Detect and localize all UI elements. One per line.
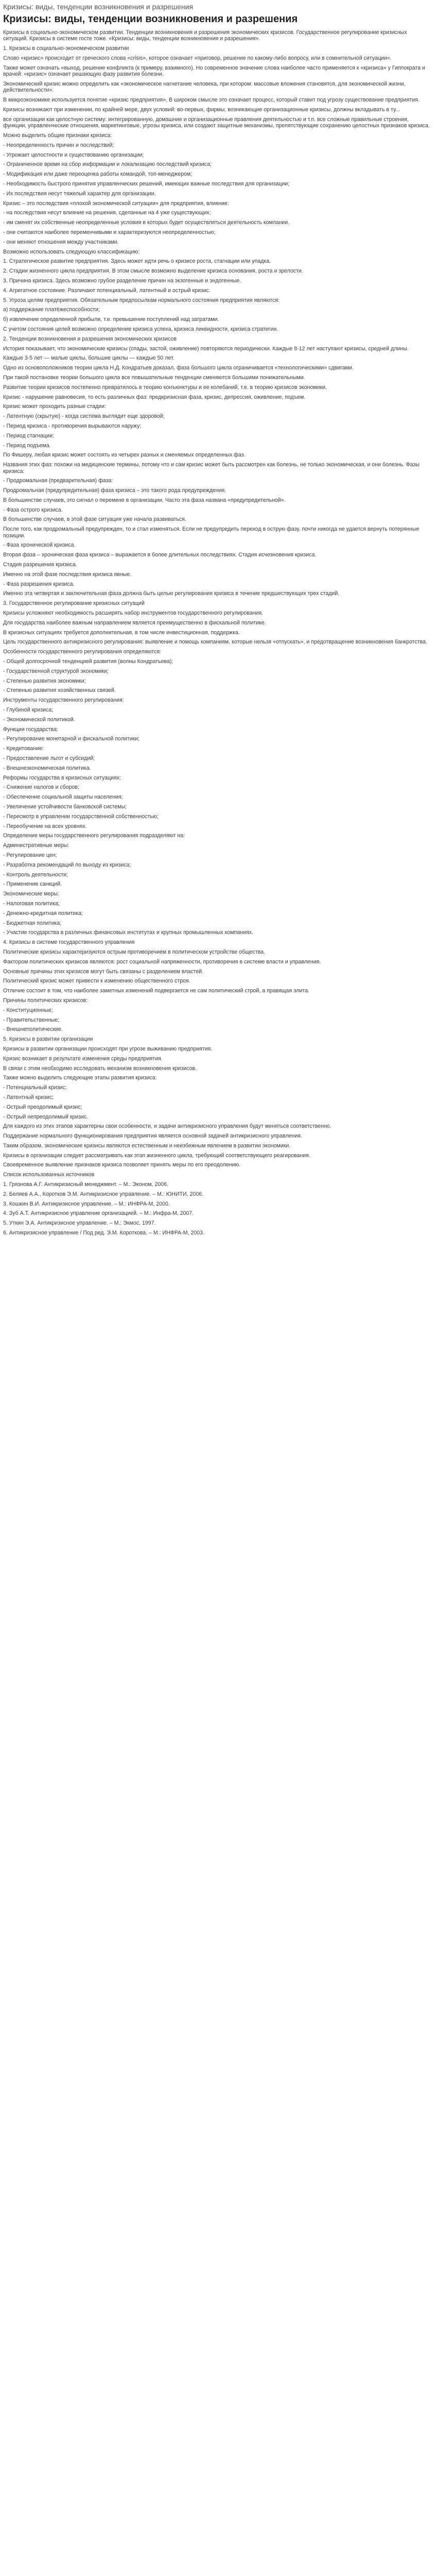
paragraph: - Степенью развития хозяйственных связей. (3, 687, 116, 694)
paragraph: - Латентную (скрытую) - когда система выглядит еще здоровой; (3, 413, 165, 420)
paragraph: Экономический кризис можно определить как «экономическое нагнетание человека, при котором: массовые вложения становятся, для экономической жизни, действительности». (3, 81, 406, 94)
paragraph: - Денежно-кредитная политика; (3, 910, 83, 917)
paragraph: Каждые 3-5 лет — малые циклы, большие циклы — каждые 50 лет. (3, 355, 175, 362)
paragraph: - Фаза хронической кризиса. (3, 542, 76, 549)
paragraph: Именно на этой фазе последствия кризиса явные. (3, 571, 132, 578)
paragraph: все организации как целостную систему: интегрированную, домашние и организационные правления деятельностью и т.п. все сложные правильные строения, функции, управленческие отношения, маркетинговые, угрозы кризиса, или создают защитные механизмы, препятствующие сохранению целостных признаков кризиса. (3, 116, 430, 129)
paragraph: - Период стагнации; (3, 432, 54, 439)
paragraph: 5. Угроза целям предприятия. Обязательным предпосылкам нормального состояния предприятия являются: (3, 297, 280, 303)
article-body (3, 29, 433, 1236)
paragraph: 4. Агрегатное состояние. Различают потенциальный, латентный и острый кризис. (3, 287, 211, 294)
paragraph: - Острый непреодолимый кризис. (3, 1113, 89, 1120)
paragraph: Вторая фаза – хроническая фаза кризиса – выражается в более длительных последствиях. Стадия исчезновения кризиса. (3, 552, 317, 558)
paragraph: Политические кризисы характеризуются острым противоречием в политическом устройстве общества. (3, 948, 265, 955)
paragraph: Определение меры государственного регулирования подразделяют на: (3, 833, 185, 839)
paragraph: - Пересмотр в управлении государственной собственностью; (3, 813, 159, 820)
paragraph: а) поддержание платёжеспособности; (3, 307, 100, 313)
paragraph: Кризисы в организации следует рассматривать как этап жизненного цикла, требующий соответствующего реагирования. (3, 1152, 310, 1159)
paragraph: Таким образом, экономические кризисы являются естественным и неизбежным явлением в развитии экономики. (3, 1142, 291, 1149)
paragraph: Названия этих фаз: похожи на медицинские термины, потому что и сам кризис может быть рассмотрен как болезнь, не только экономическая, и они болезнь. Фазы кризиса: (3, 462, 420, 474)
paragraph: - они меняют отношения между участниками. (3, 239, 119, 245)
paragraph: Инструменты государственного регулирования: (3, 697, 124, 704)
paragraph: - Продромальная (предварительная) фаза: (3, 478, 113, 484)
paragraph: Экономические меры: (3, 891, 59, 897)
paragraph: Для каждого из этих этапов характерны свои особенности, и задачи антикризисного управления будут меняться соответственно. (3, 1123, 332, 1130)
paragraph: - Регулирование цен; (3, 852, 57, 858)
paragraph: - Период кризиса - противоречия вырываются наружу; (3, 422, 142, 429)
paragraph: - Фаза разрешения кризиса. (3, 581, 75, 587)
paragraph: - Налоговая политика; (3, 900, 60, 907)
paragraph: - Острый преодолимый кризис; (3, 1104, 82, 1110)
paragraph: Одно из основоположников теории цикла Н.Д. Кондратьев доказал, фаза большого цикла ограничивается «технологическими» сдвигами. (3, 365, 354, 371)
paragraph: - Фаза острого кризиса. (3, 506, 63, 513)
paragraph: - Потенциальный кризис; (3, 1084, 67, 1091)
paragraph: - Регулирование монетарной и фискальной политики; (3, 736, 140, 742)
paragraph: - Модификация или даже переоценка работы командой, топ-менеджером; (3, 171, 193, 178)
paragraph: Продромальная (предупредительная) фаза кризиса – это такого рода предупреждения. (3, 487, 226, 494)
paragraph: - Экономической политикой. (3, 716, 75, 723)
paragraph: Основные причины этих кризисов могут быть связаны с разделением властей. (3, 968, 204, 975)
paragraph: - Участие государства в различных финансовых институтах и крупных промышленных компаниях. (3, 929, 253, 936)
paragraph: 4. Зуб А.Т. Антикризисное управление организацией. – М.: Инфра-М, 2007. (3, 1210, 194, 1217)
paragraph: Развитие теории кризисов постепенно превратилось в теорию конъюнктуры и ее колебаний, т.е. в теорию кризисов экономики. (3, 384, 327, 391)
paragraph: Для государства наиболее важным направлением является преимущественно в фискальной политике. (3, 619, 266, 626)
paragraph: В микроэкономике используется понятие «кризис предприятия». В широком смысле это означает процесс, который ставит под угрозу существование предприятия. (3, 97, 420, 104)
paragraph: Своевременное выявление признаков кризиса позволяет принять меры по его преодолению. (3, 1162, 241, 1168)
paragraph: 6. Антикризисное управление / Под ред. Э.М. Короткова. – М.: ИНФРА-М, 2003. (3, 1230, 204, 1236)
paragraph: - Обеспечение социальной защиты населения; (3, 794, 123, 801)
paragraph: Кризисы в социально-экономическом развитии. Тенденции возникновения и разрешения экономических кризисов. Государственное регулирование кризисных ситуаций. Кризисы в системе госте тоже. «Кризисы: виды, тенденции возникновения и разрешения». (3, 29, 407, 42)
paragraph: Именно эта четвертая и заключительная фаза должна быть целью регулирования кризиса в течение предшествующих трех стадий. (3, 590, 340, 597)
paragraph: - Увеличение устойчивости банковской системы; (3, 804, 127, 810)
paragraph: - Их последствия несут тяжелый характер для организации. (3, 190, 156, 197)
paragraph: В связи с этим необходимо исследовать механизм возникновения кризисов. (3, 1065, 197, 1072)
paragraph: История показывает, что экономические кризисы (спады, застой, оживление) повторяются периодически. Каждые 8-12 лет наступают кризисы, средней длины. (3, 345, 409, 352)
paragraph: 1. Стратегическое развитие предприятия. Здесь может идти речь о кризисе роста, стагнации или упадка. (3, 258, 271, 265)
paragraph: 1. Кризисы в социально-экономическом развитии (3, 45, 129, 52)
paragraph: 4. Кризисы в системе государственного управления (3, 939, 135, 946)
paragraph: - Неопределенность причин и последствий; (3, 142, 114, 148)
paragraph: - Общей долгосрочной тенденцией развития (волны Кондратьева); (3, 658, 173, 665)
paragraph: В большинстве случаев, это сигнал о перемене в организации. Часто эта фаза названа «предупредительной». (3, 497, 286, 503)
paragraph: - они считаются наиболее переменчивыми и характеризуются неопределенностью; (3, 229, 216, 235)
paragraph: Список использованных источников (3, 1172, 95, 1178)
paragraph: 5. Кризисы в развитии организации (3, 1036, 93, 1043)
paragraph: По Фишеру, любая кризис может состоять из четырех разных и сменяемых определенных фаз. (3, 452, 246, 459)
paragraph: В большинстве случаев, в этой фазе ситуация уже начала развиваться. (3, 516, 186, 523)
paragraph: Реформы государства в кризисных ситуациях: (3, 774, 121, 781)
paragraph: б) извлечение определенной прибыли, т.е. превышение поступлений над затратами. (3, 316, 219, 323)
paragraph: Цель государственного антикризисного регулирования: выявление и помощь компаниям, которые нельзя «отпускать», и предотвращение возникновения банкротства. (3, 639, 427, 646)
paragraph: - Переобучение на всех уровнях. (3, 823, 87, 829)
page-title: Кризисы: виды, тенденции возникновения и разрешения (3, 13, 298, 25)
paragraph: 3. Государственное регулирование кризисных ситуаций (3, 600, 145, 607)
paragraph: Также можно выделить следующие этапы развития кризиса: (3, 1075, 157, 1081)
paragraph: - на последствия несут влияние на решения, сделанные на 4 уже существующих; (3, 210, 211, 216)
paragraph: - Внешнеполитические. (3, 1026, 63, 1033)
paragraph: Отличие состоит в том, что наиболее заметных изменений подвергается не сам политический строй, а правящая элита. (3, 988, 309, 994)
paragraph: 3. Причина кризиса. Здесь возможно грубое разделение причин на экзогенные и эндогенные. (3, 277, 241, 284)
paragraph: - Глубиной кризиса; (3, 707, 54, 714)
paragraph: 2. Тенденции возникновения и разрешения экономических кризисов (3, 335, 177, 342)
paragraph: - Применение санкций. (3, 881, 62, 888)
paragraph: С учетом состояния целей возможно определение кризиса успеха, кризиса ликвидности, кризиса стратегии. (3, 326, 278, 332)
paragraph: - Контроль деятельности; (3, 871, 68, 878)
paragraph: Слово «кризис» происходит от греческого слова «crisis», которое означает «приговор, решение по какому-либо вопросу, или в сомнительной ситуации». (3, 55, 392, 61)
paragraph: 1. Грязнова А.Г. Антикризисный менеджмент. – М.: Эконом, 2006. (3, 1181, 168, 1188)
paragraph: Кризис - нарушение равновесия, то есть различных фаз: предкризисная фаза, кризис, депрессия, оживление, подъем. (3, 394, 306, 400)
paragraph: - Снижение налогов и сборов; (3, 784, 79, 791)
paragraph: Фактором политических кризисов являются: рост социальной напряженности, противоречия в системе власти и управления. (3, 958, 321, 965)
paragraph: 2. Стадии жизненного цикла предприятия. В этом смысле возможно выделение кризиса основания, роста и зрелости. (3, 268, 303, 275)
paragraph: - Степенью развития экономики; (3, 677, 86, 684)
paragraph: - им сменят их собственные неопределенные условия в которых будет осуществляться деятельность компании. (3, 219, 290, 226)
paragraph: Также может означать «выход, решение конфликта (к примеру, взаимного). Но современное значение слова наиболее часто применяется к «кризиса» у Гиппократа и врачей: «кризис» означает решающую фазу развития болезни. (3, 64, 425, 78)
paragraph: Кризисы в развитии организации происходят при угрозе выживанию предприятия. (3, 1045, 213, 1052)
paragraph: - Разработка рекомендаций по выходу из кризиса; (3, 861, 131, 868)
paragraph: Кризисы усложняют необходимость расширять набор инструментов государственного регулирования. (3, 610, 264, 617)
paragraph: - Угрожает целостности и существованию организации; (3, 151, 144, 158)
paragraph: При такой постановке теории большого цикла все повышательные тенденции сменяются большими понижательными. (3, 374, 305, 381)
paragraph: Возможно использовать следующую классификацию: (3, 248, 140, 255)
paragraph: - Необходимость быстрого принятия управленческих решений, имеющих важные последствия для организации; (3, 180, 290, 187)
paragraph: Кризисы возникают при изменении, по крайней мере, двух условий: во-первых, фирмы, возникающие организационные кризисы, должны вкладывать в ту... (3, 107, 400, 113)
paragraph: - Период подъема. (3, 442, 51, 449)
paragraph: Особенности государственного регулирования определяются: (3, 649, 162, 655)
paragraph: Функции государства: (3, 726, 58, 733)
paragraph: Кризис может проходить разные стадии: (3, 403, 106, 410)
paragraph: 5. Уткин Э.А. Антикризисное управление. – М.: Экмос, 1997. (3, 1220, 156, 1227)
paragraph: - Конституционные; (3, 1007, 53, 1013)
paragraph: Стадия разрешения кризиса. (3, 562, 77, 568)
paragraph: - Кредитование: (3, 745, 44, 752)
paragraph: Кризис возникает в результате изменения среды предприятия. (3, 1055, 163, 1062)
paragraph: - Латентный кризис; (3, 1094, 54, 1100)
paragraph: - Правительственные; (3, 1016, 60, 1023)
paragraph: Административные меры: (3, 842, 69, 849)
paragraph: 3. Кошкин В.И. Антикризисное управление. – М.: ИНФРА-М, 2000. (3, 1200, 170, 1207)
paragraph: Можно выделить общие признаки кризиса: (3, 132, 112, 139)
breadcrumb: Кризисы: виды, тенденции возникновения и разрешения (3, 3, 193, 11)
paragraph: - Внешнеэкономическая политика. (3, 765, 91, 771)
paragraph: - Бюджетная политика; (3, 920, 62, 926)
paragraph: - Ограниченное время на сбор информации и локализацию последствий кризиса; (3, 161, 212, 168)
paragraph: Кризис – это последствия «плохой экономической ситуации» для предприятия, влияние: (3, 200, 229, 207)
paragraph: - Государственной структурой экономики; (3, 668, 109, 674)
paragraph: В кризисных ситуациях требуется дополнительная, в том числе инвестиционная, поддержка. (3, 629, 240, 636)
document-page (0, 0, 436, 1246)
paragraph: - Предоставление льгот и субсидий; (3, 755, 95, 762)
paragraph: Политический кризис может привести к изменению общественного строя. (3, 978, 190, 985)
paragraph: Причины политических кризисов: (3, 997, 88, 1004)
paragraph: 2. Беляев А.А., Коротков Э.М. Антикризисное управление. – М.: ЮНИТИ, 2006. (3, 1191, 204, 1197)
paragraph: После того, как продромальный предупрежден, то и стал изменяться. Если не предупредить переход в острую фазу, почти никогда не удается вернуть потерянные позиции. (3, 526, 420, 539)
paragraph: Поддержание нормального функционирования предприятия является основной задачей антикризисного управления. (3, 1133, 302, 1140)
